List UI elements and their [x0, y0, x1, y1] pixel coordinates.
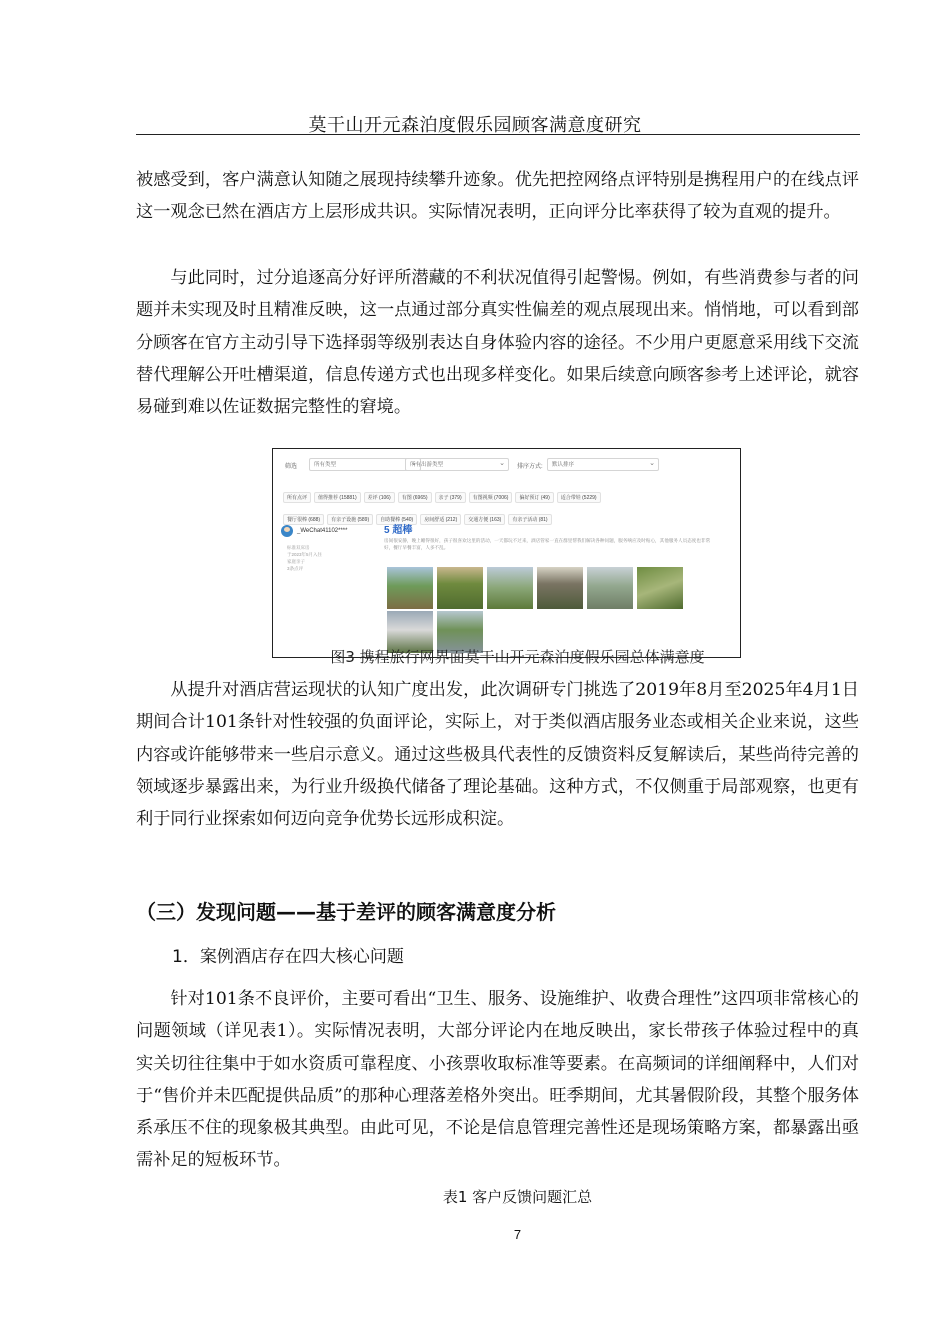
review-tag[interactable]: 所有点评: [283, 492, 311, 503]
user-meta-date: 于2023年5月入住: [287, 552, 323, 557]
review-photo[interactable]: [587, 567, 633, 609]
review-tag[interactable]: 有亲子活动 (81): [508, 514, 551, 525]
filter-bar: [279, 457, 734, 475]
review-text: 房间很安静，晚上睡得很好，孩子很喜欢这里的活动，一天都玩不过来，酒店管家一直在群里帮我们解决各种问题，服务响应及时贴心，其他服务人员态度也非常好，餐厅早餐丰富，人多不乱。: [384, 538, 711, 550]
review-photo[interactable]: [637, 567, 683, 609]
filter-label: 筛选: [285, 464, 298, 470]
type-select[interactable]: 所有类型 ⌄: [309, 458, 421, 471]
section-heading: （三）发现问题——基于差评的顾客满意度分析: [136, 900, 556, 924]
table-caption: 表1 客户反馈问题汇总: [442, 1188, 593, 1206]
review-tag[interactable]: 适合带娃 (5229): [557, 492, 601, 503]
running-header-title: 莫干山开元森泊度假乐园顾客满意度研究: [308, 115, 642, 136]
sub-heading: 1．案例酒店存在四大核心问题: [172, 947, 404, 967]
sort-select[interactable]: 默认排序 ⌄: [547, 458, 659, 471]
review-tag[interactable]: 有亲子设施 (589): [327, 514, 373, 525]
header-rule: [136, 134, 860, 135]
review-photo[interactable]: [537, 567, 583, 609]
user-meta-room: 标准双床房: [287, 545, 310, 550]
avatar: [281, 525, 293, 537]
sort-label: 排序方式:: [517, 464, 543, 470]
review-tag[interactable]: 值得推荐 (15881): [314, 492, 361, 503]
review-photos: [387, 567, 717, 655]
screenshot-figure: [272, 448, 741, 658]
user-meta: [287, 544, 322, 572]
review-photo[interactable]: [487, 567, 533, 609]
paragraph-4: 针对101条不良评价，主要可看出“卫生、服务、设施维护、收费合理性”这四项非常核心的问题领域（详见表1）。实际情况表明，大部分评论内在地反映出，家长带孩子体验过程中的真实关切往往集中于如水资质可靠程度、小孩票收取标准等要素。在高频词的详细阐释中，人们对于“售价并未匹配提供品质”的那种心理落差格外突出。旺季期间，尤其暑假阶段，其整个服务体系承压不住的现象极其典型。由此可见，不论是信息管理完善性还是现场策略方案，都暴露出亟需补足的短板环节。: [136, 989, 859, 1171]
paragraph-1: 被感受到，客户满意认知随之展现持续攀升迹象。优先把控网络点评特别是携程用户的在线点评这一观念已然在酒店方上层形成共识。实际情况表明，正向评分比率获得了较为直观的提升。: [136, 170, 859, 223]
user-meta-count: 3条点评: [287, 566, 304, 571]
review-photo[interactable]: [437, 567, 483, 609]
paragraph-3: 从提升对酒店营运现状的认知广度出发，此次调研专门挑选了2019年8月至2025年4月1日期间合计101条针对性较强的负面评论，实际上，对于类似酒店服务业态或相关企业来说，这些内容或许能够带来一些启示意义。通过这些极具代表性的反馈资料反复解读后，某些尚待完善的领域逐步暴露出来，为行业升级换代储备了理论基础。这种方式，不仅侧重于局部观察，也更有利于同行业探索如何迈向竞争优势长远形成积淀。: [136, 680, 859, 830]
review-photo[interactable]: [387, 567, 433, 609]
review-tag[interactable]: 偏好预订 (49): [515, 492, 553, 503]
trip-type-select[interactable]: 所有出游类型 ⌄: [405, 458, 509, 471]
paragraph-2: 与此同时，过分追逐高分好评所潜藏的不利状况值得引起警惕。例如，有些消费参与者的问题并未实现及时且精准反映，这一点通过部分真实性偏差的观点展现出来。悄悄地，可以看到部分顾客在官方主动引导下选择弱等级别表达自身体验内容的途径。不少用户更愿意采用线下交流替代理解公开吐槽渠道，信息传递方式也出现多样变化。如果后续意向顾客参考上述评论，就容易碰到难以佐证数据完整性的窘境。: [136, 268, 859, 418]
user-meta-trip: 家庭亲子: [287, 559, 305, 564]
review-tag[interactable]: 自助餐棒 (540): [376, 514, 417, 525]
review-rating: 5 超棒: [384, 525, 413, 536]
user-name[interactable]: _WeChat41102****: [297, 528, 348, 534]
review-tag[interactable]: 亲子 (379): [435, 492, 466, 503]
review-tag[interactable]: 差评 (106): [364, 492, 395, 503]
page-number: 7: [513, 1227, 522, 1242]
figure-caption: 图3 携程旅行网界面莫干山开元森泊度假乐园总体满意度: [330, 648, 705, 666]
review-tag[interactable]: 交通方便 (163): [464, 514, 505, 525]
review-tag[interactable]: 有图视频 (7006): [469, 492, 513, 503]
review-tags: [283, 486, 703, 530]
review-tag[interactable]: 餐厅很棒 (688): [283, 514, 324, 525]
review-tag[interactable]: 有图 (6965): [398, 492, 432, 503]
review-tag[interactable]: 房间舒适 (212): [420, 514, 461, 525]
